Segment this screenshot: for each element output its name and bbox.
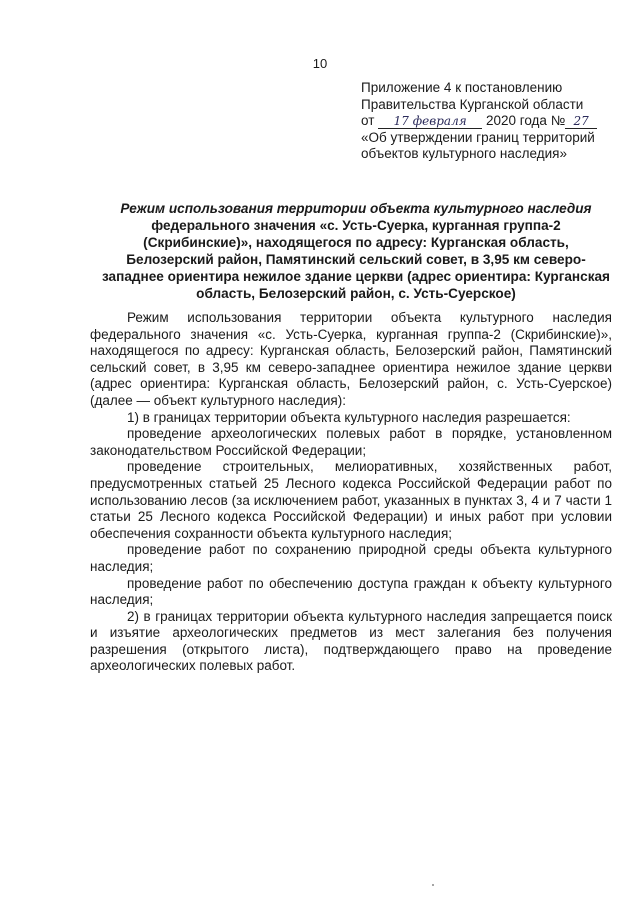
item-1-b: проведение строительных, мелиоративных, хозяйственных работ, предусмотренных статьей 25 Лесного кодекса Российской Федерации работ по использованию лесов (за исключением работ, указанных в пунктах 3, 4 и 7 части 1 статьи 25 Лесного кодекса Российской Федерации) и иных работ при условии обеспечения сохранности объекта культурного наследия; [90,459,612,541]
title-line-3: (Скрибинские)», находящегося по адресу: Курганская область, [143,235,569,250]
handwritten-date: 17 февраля [378,115,482,129]
handwritten-number: 27 [565,115,597,129]
intro-paragraph: Режим использования территории объекта культурного наследия федерального значения «с. Усть-Суерка, курганная группа-2 (Скрибинские)», находящегося по адресу: Курганская область, Белозерский район, Памятинский сельский совет, в 3,95 км северо-западнее ориентира нежилое здание церкви (адрес ориентира: Курганская область, Белозерский район, с. Усть-Суерское) (далее — объект культурного наследия): [90,310,612,408]
appendix-line-1: Приложение 4 к постановлению [361,80,563,95]
appendix-line-3 [361,113,611,130]
title-line-5: западнее ориентира нежилое здание церкви (адрес ориентира: Курганская [101,269,610,284]
appendix-line-2: Правительства Курганской области [361,96,584,112]
item-1-a: проведение археологических полевых работ в порядке, установленном законодательством Российской Федерации; [90,426,612,458]
scan-speck [432,884,434,886]
document-title [96,200,616,302]
appendix-from-label: от [361,113,375,128]
item-1-d: проведение работ по обеспечению доступа граждан к объекту культурного наследия; [90,575,612,608]
title-line-4: Белозерский район, Памятинский сельский совет, в 3,95 км северо- [126,252,586,267]
document-body [90,310,612,675]
appendix-year-text: 2020 года № [485,113,566,128]
item-1: 1) в границах территории объекта культурного наследия разрешается: [127,409,571,425]
item-2: 2) в границах территории объекта культурного наследия запрещается поиск и изъятие археологических предметов из мест залегания без получения разрешения (открытого листа), подтверждающего право на проведение археологических полевых работ. [90,608,612,674]
appendix-header [361,80,611,163]
title-line-1: Режим использования территории объекта культурного наследия [120,201,592,216]
title-line-2: федерального значения «с. Усть-Суерка, курганная группа-2 [151,218,561,233]
item-1-c: проведение работ по сохранению природной среды объекта культурного наследия; [90,542,612,574]
title-line-6: область, Белозерский район, с. Усть-Суерское) [196,286,516,301]
appendix-line-5: объектов культурного наследия» [361,146,567,161]
appendix-line-4: «Об утверждении границ территорий [361,129,595,145]
page-number: 10 [312,56,328,71]
